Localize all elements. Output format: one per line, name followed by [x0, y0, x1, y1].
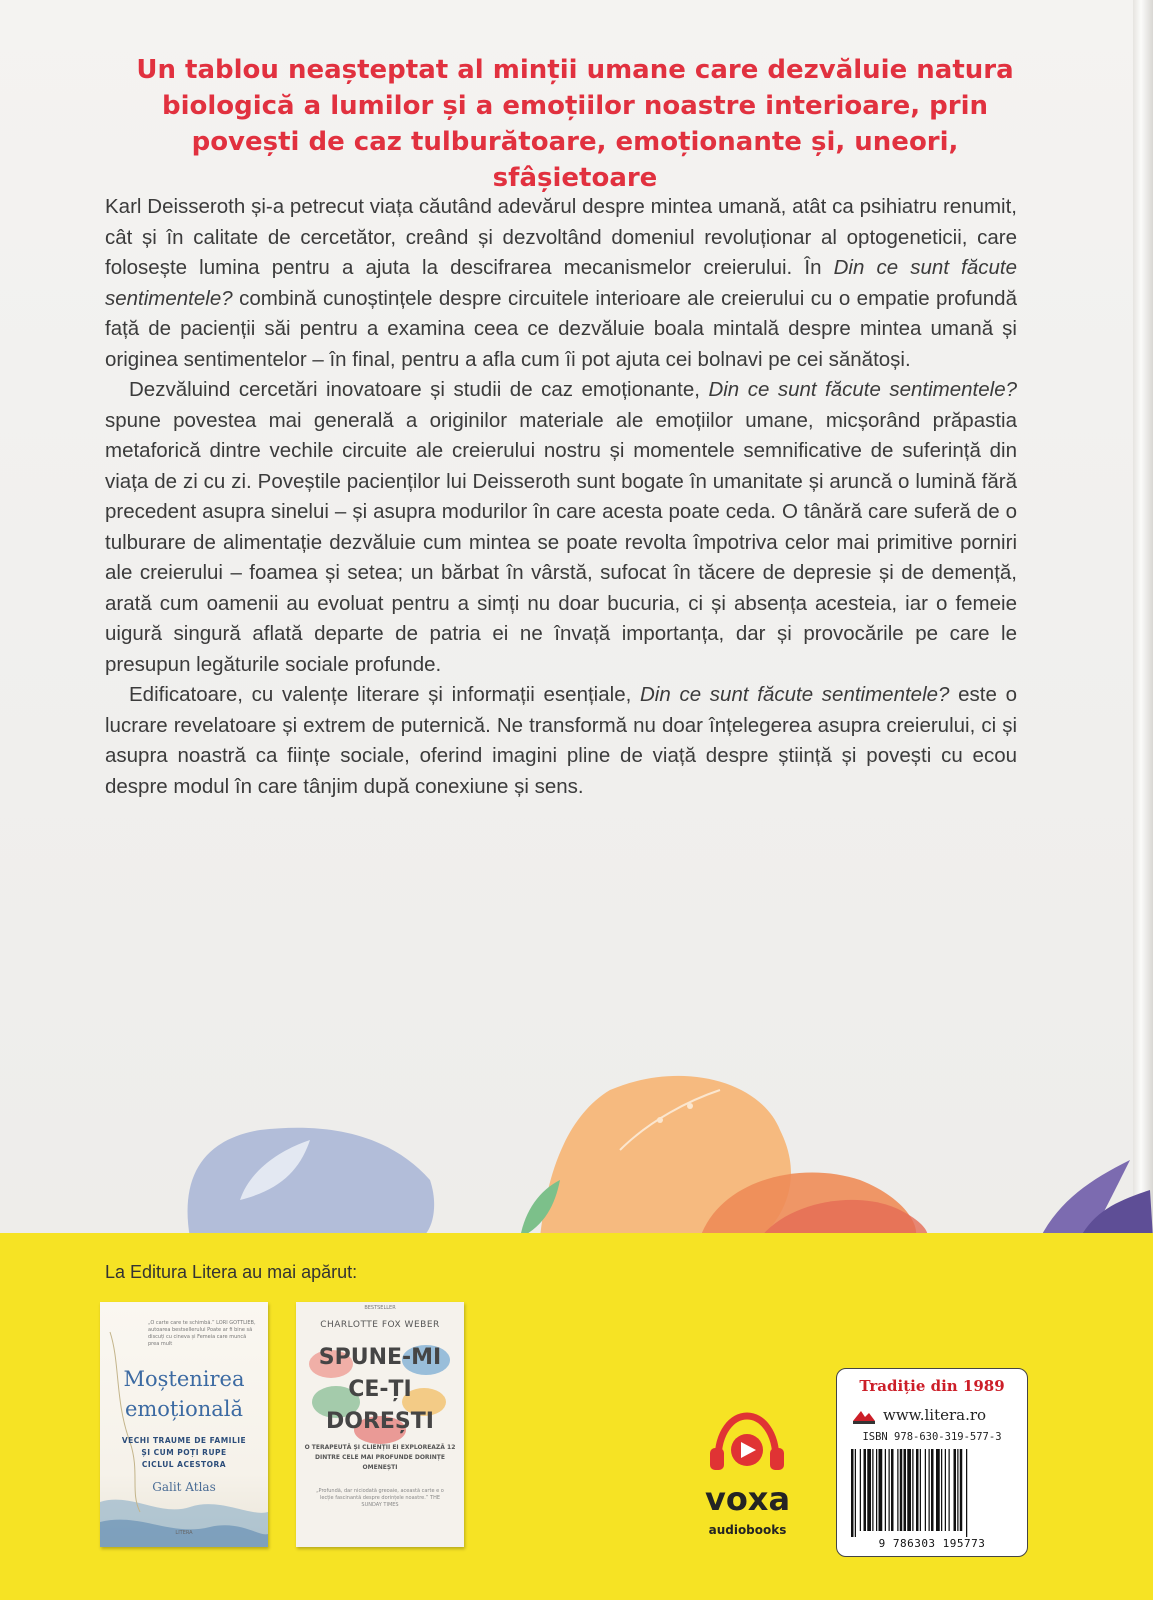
barcode-bar [925, 1449, 926, 1531]
book2-tag: BESTSELLER [364, 1305, 396, 1311]
book2-title-line: CE-ȚI [348, 1377, 412, 1402]
book2-quote: „Profundă, dar niciodată greoaie, această carte e o lecție fascinantă despre dorințele noastre.” THE SUNDAY TIMES [316, 1488, 444, 1508]
book2-author: CHARLOTTE FOX WEBER [320, 1320, 440, 1330]
book1-quote: „O carte care te schimbă.” LORI GOTTLIEB, autoarea bestsellerului Poate ar fi bine să discuți cu cineva și Femeia care muncă prea mult [148, 1320, 256, 1347]
book2-subtitle: O TERAPEUTĂ ȘI CLIENȚII EI EXPLOREAZĂ 12 DINTRE CELE MAI PROFUNDE DORINȚE OMENEȘTI [304, 1444, 456, 1471]
barcode-bar [966, 1449, 967, 1537]
blue-blob [188, 1128, 435, 1238]
book1-title-line: Moștenirea [123, 1367, 245, 1391]
paragraph-2: Dezvăluind cercetări inovatoare și studii de caz emoționante, Din ce sunt făcute sentimentele? spune povestea mai generală a originilor materiale ale emoțiilor umane, micșorând prăpastia metaforică dintre vechile circuite ale creierului nostru și momentele semnificative de suferință din viața de zi cu zi. Poveștile pacienților lui Deisseroth sunt bogate în umanitate și aruncă o lumină fără precedent asupra sinelui – și asupra modurilor în care acesta poate ceda. O tânără care suferă de o tulburare de alimentație dezvăluie cum mintea se poate revolta împotriva celor mai primitive porniri ale creierului – foamea și setea; un bărbat în vârstă, sufocat în tăcere de depresie și de demență, arată cum oamenii au evoluat pentru a simți nu doar bucuria, ci și absența acesteia, iar o femeie uigură singură aflată departe de patria ei ne învață importanța, dar și provocările pe care le presupun legăturile sociale profunde. [105, 378, 1017, 676]
barcode-bar [897, 1449, 898, 1531]
book1-author: Galit Atlas [152, 1480, 216, 1494]
barcode [847, 1449, 1017, 1537]
book-cover-mostenirea [100, 1302, 268, 1547]
barcode-bar [851, 1449, 854, 1537]
paragraph-3: Edificatoare, cu valențe literare și informații esențiale, Din ce sunt făcute sentimentele? este o lucrare revelatoare și extrem de puternică. Ne transformă nu doar înțelegerea asupra creierului, ci și asupra noastră ca ființe sociale, oferind imagini pline de viață despre știință și povești cu ecou despre modul în care tânjim după conexiune și sens. [105, 683, 1018, 798]
barcode-bar [885, 1449, 886, 1531]
barcode-bar [954, 1449, 957, 1531]
voxa-logo [700, 1402, 795, 1542]
barcode-digits: 9 786303 195773 [878, 1537, 986, 1550]
litera-logo-icon [851, 1407, 877, 1425]
sprig-dot [687, 1103, 693, 1109]
barcode-bar [889, 1449, 890, 1531]
barcode-bar [872, 1449, 873, 1531]
book1-subtitle-line: VECHI TRAUME DE FAMILIE [121, 1436, 247, 1445]
barcode-bar [920, 1449, 921, 1531]
barcode-bar [867, 1449, 871, 1531]
barcode-bar [900, 1449, 903, 1531]
barcode-bar [907, 1449, 911, 1531]
description-text [105, 192, 1017, 802]
book1-subtitle [100, 1435, 268, 1471]
barcode-bar [864, 1449, 867, 1531]
book1-title [100, 1364, 268, 1424]
voxa-name: voxa [704, 1480, 791, 1518]
decorative-illustration [0, 1060, 1153, 1240]
also-published-title: La Editura Litera au mai apărut: [105, 1262, 358, 1282]
barcode-bar [879, 1449, 883, 1531]
paragraph-1: Karl Deisseroth și-a petrecut viața căutând adevărul despre mintea umană, atât ca psihiatru renumit, cât și în calitate de cercetător, creând și dezvoltând domeniul revoluționar al optogeneticii, care folosește lumina pentru a ajuta la descifrarea mecanismelor creierului. În Din ce sunt făcute sentimentele? combină cunoștințele despre circuitele interioare ale creierului cu o empatie profundă față de pacienții săi pentru a examina ceea ce dezvăluie boala mintală despre mintea umană și originea sentimentelor – în final, pentru a afla cum îi pot ajuta cei bolnavi pe cei sănătoși. [105, 195, 1017, 371]
website-link[interactable]: www.litera.ro [883, 1406, 987, 1424]
barcode-bar [855, 1449, 856, 1537]
book1-publisher: LITERA [175, 1530, 193, 1536]
barcode-bar [876, 1449, 877, 1531]
book1-subtitle-line: CICLUL ACESTORA [141, 1460, 227, 1469]
barcode-bar [904, 1449, 907, 1531]
website-row [851, 1406, 1021, 1426]
sprig-dot [657, 1117, 663, 1123]
barcode-bar [957, 1449, 958, 1531]
isbn-number: ISBN 978-630-319-577-3 [862, 1431, 1002, 1443]
barcode-bar [916, 1449, 919, 1531]
book1-title-line: emoțională [124, 1397, 244, 1421]
barcode-bar [936, 1449, 940, 1531]
barcode-bar [929, 1449, 930, 1531]
tradition-label: Tradiție din 1989 [859, 1377, 1005, 1395]
barcode-bar [960, 1449, 963, 1531]
isbn-box [836, 1368, 1028, 1557]
barcode-bar [860, 1449, 861, 1531]
barcode-bar [912, 1449, 913, 1531]
book2-title-line: SPUNE-MI [318, 1345, 442, 1370]
voxa-sub: audiobooks [708, 1523, 787, 1537]
book2-title [296, 1342, 464, 1438]
barcode-bar [945, 1449, 946, 1531]
book2-title-line: DOREȘTI [326, 1409, 434, 1434]
cover-headline: Un tablou neașteptat al minții umane care dezvăluie natura biologică a lumilor și a emoțiilor noastre interioare, prin povești de caz tulburătoare, emoționante și, uneori, sfâșietoare [136, 55, 1014, 193]
book-cover-spune-mi [296, 1302, 464, 1547]
headphones-icon [700, 1402, 795, 1482]
barcode-bar [891, 1449, 894, 1531]
book1-subtitle-line: ȘI CUM POȚI RUPE [141, 1448, 227, 1457]
barcode-bar [949, 1449, 950, 1531]
barcode-bar [931, 1449, 934, 1531]
barcode-bar [941, 1449, 942, 1531]
